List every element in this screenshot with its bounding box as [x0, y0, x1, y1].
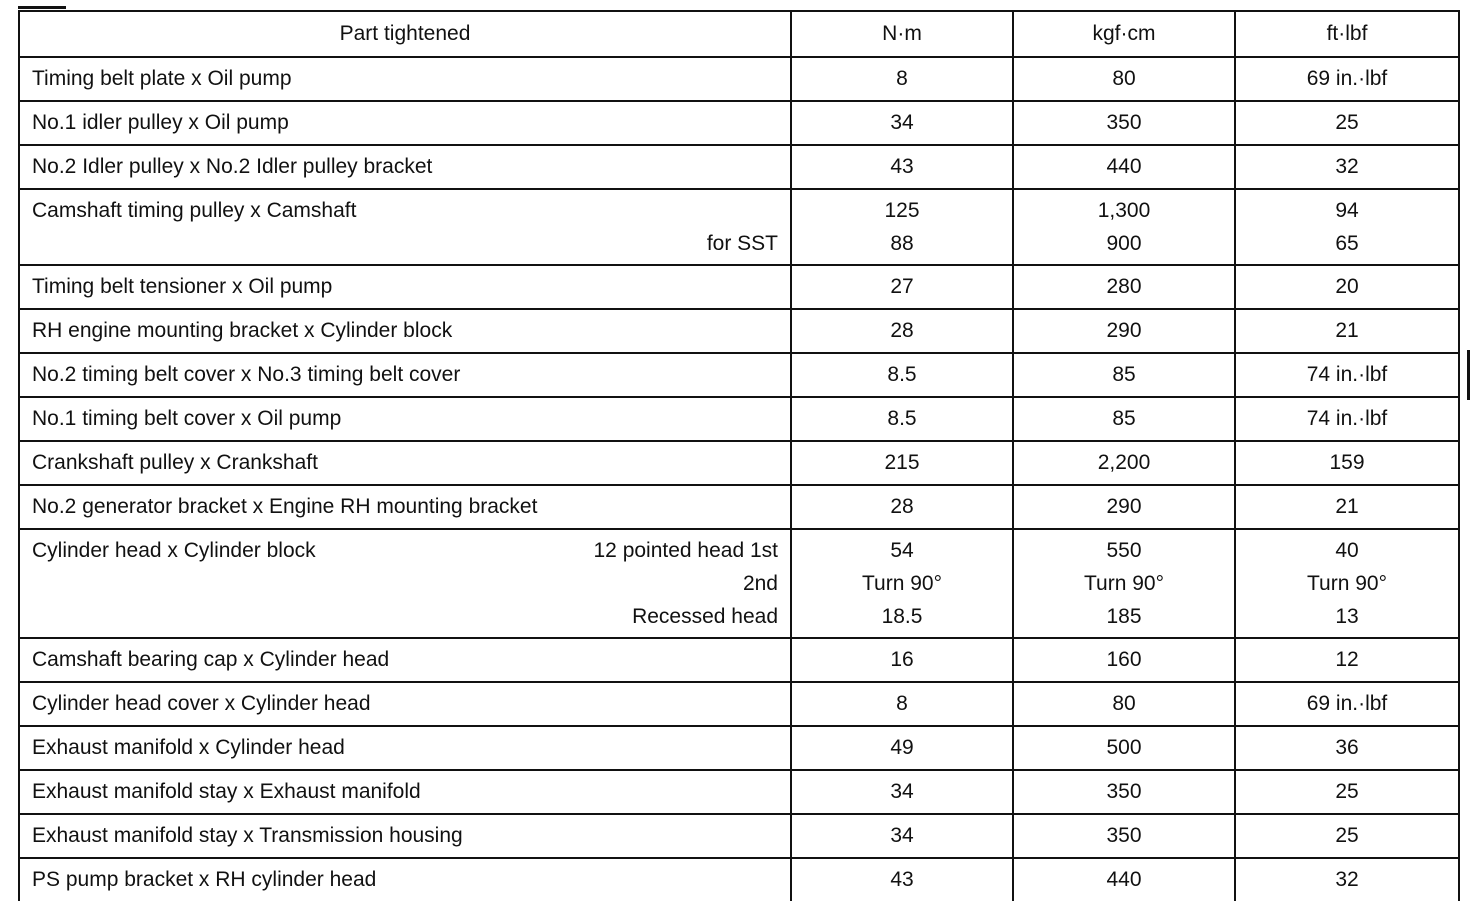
part-cell: Exhaust manifold x Cylinder head — [19, 726, 791, 770]
part-cell: Exhaust manifold stay x Exhaust manifold — [19, 770, 791, 814]
nm-value: 88 — [890, 232, 914, 255]
table-row — [19, 682, 1459, 726]
page-edge-mark — [18, 6, 66, 9]
table-row — [19, 57, 1459, 101]
ftlbf-cell: 21 — [1235, 485, 1459, 529]
ftlbf-value: 65 — [1335, 232, 1359, 255]
kgf-value: 550 — [1106, 539, 1142, 562]
table-header-row — [19, 11, 1459, 57]
table-row — [19, 265, 1459, 309]
part-label-line — [32, 534, 778, 567]
table-row — [19, 441, 1459, 485]
part-cell: No.2 timing belt cover x No.3 timing belt cover — [19, 353, 791, 397]
kgf-cell: 350 — [1013, 101, 1235, 145]
kgf-cell: 80 — [1013, 57, 1235, 101]
part-label: Camshaft timing pulley x Camshaft — [32, 199, 357, 222]
part-cell — [19, 529, 791, 638]
table-row — [19, 529, 1459, 638]
ftlbf-cell: 32 — [1235, 145, 1459, 189]
kgf-cell: 280 — [1013, 265, 1235, 309]
part-cell: No.1 idler pulley x Oil pump — [19, 101, 791, 145]
ftlbf-cell: 74 in.·lbf — [1235, 353, 1459, 397]
table-row — [19, 101, 1459, 145]
table-row — [19, 638, 1459, 682]
ftlbf-cell: 74 in.·lbf — [1235, 397, 1459, 441]
ftlbf-value: 40 — [1335, 539, 1359, 562]
nm-cell: 16 — [791, 638, 1013, 682]
kgf-cell: 290 — [1013, 309, 1235, 353]
nm-cell: 28 — [791, 485, 1013, 529]
ftlbf-cell: 25 — [1235, 101, 1459, 145]
part-sublabel: 2nd — [742, 572, 778, 595]
kgf-value: 900 — [1106, 232, 1142, 255]
nm-cell: 27 — [791, 265, 1013, 309]
table-row — [19, 485, 1459, 529]
ftlbf-cell — [1235, 189, 1459, 265]
kgf-cell: 160 — [1013, 638, 1235, 682]
header-nm: N·m — [791, 11, 1013, 57]
kgf-cell — [1013, 529, 1235, 638]
part-cell: RH engine mounting bracket x Cylinder block — [19, 309, 791, 353]
part-cell: Exhaust manifold stay x Transmission housing — [19, 814, 791, 858]
table-row — [19, 145, 1459, 189]
nm-cell: 49 — [791, 726, 1013, 770]
ftlbf-cell: 69 in.·lbf — [1235, 682, 1459, 726]
table-row — [19, 814, 1459, 858]
part-label: Cylinder head x Cylinder block — [32, 539, 316, 562]
ftlbf-cell: 32 — [1235, 858, 1459, 901]
kgf-cell: 290 — [1013, 485, 1235, 529]
kgf-cell: 500 — [1013, 726, 1235, 770]
part-cell: Timing belt tensioner x Oil pump — [19, 265, 791, 309]
nm-cell: 8.5 — [791, 397, 1013, 441]
header-kgf: kgf·cm — [1013, 11, 1235, 57]
part-cell: PS pump bracket x RH cylinder head — [19, 858, 791, 901]
table-row — [19, 726, 1459, 770]
part-cell: Crankshaft pulley x Crankshaft — [19, 441, 791, 485]
ftlbf-cell: 36 — [1235, 726, 1459, 770]
nm-cell: 34 — [791, 770, 1013, 814]
kgf-cell — [1013, 189, 1235, 265]
ftlbf-value: 13 — [1335, 605, 1359, 628]
kgf-cell: 80 — [1013, 682, 1235, 726]
kgf-cell: 85 — [1013, 397, 1235, 441]
nm-cell: 34 — [791, 101, 1013, 145]
table-row — [19, 397, 1459, 441]
nm-value: 18.5 — [881, 605, 923, 628]
kgf-cell: 440 — [1013, 145, 1235, 189]
part-cell: No.1 timing belt cover x Oil pump — [19, 397, 791, 441]
table-row — [19, 770, 1459, 814]
part-sublabel: 12 pointed head 1st — [593, 539, 778, 562]
part-cell: No.2 generator bracket x Engine RH mounting bracket — [19, 485, 791, 529]
table-row — [19, 189, 1459, 265]
ftlbf-cell: 20 — [1235, 265, 1459, 309]
page-side-mark — [1467, 350, 1470, 400]
part-sublabel: for SST — [706, 232, 778, 255]
ftlbf-cell: 25 — [1235, 814, 1459, 858]
kgf-value: 185 — [1106, 605, 1142, 628]
ftlbf-cell: 69 in.·lbf — [1235, 57, 1459, 101]
part-cell — [19, 189, 791, 265]
nm-cell: 215 — [791, 441, 1013, 485]
kgf-cell: 85 — [1013, 353, 1235, 397]
kgf-cell: 440 — [1013, 858, 1235, 901]
kgf-cell: 350 — [1013, 814, 1235, 858]
part-cell: No.2 Idler pulley x No.2 Idler pulley bracket — [19, 145, 791, 189]
part-cell: Cylinder head cover x Cylinder head — [19, 682, 791, 726]
ftlbf-cell: 25 — [1235, 770, 1459, 814]
table-row — [19, 353, 1459, 397]
nm-cell: 43 — [791, 145, 1013, 189]
ftlbf-cell: 159 — [1235, 441, 1459, 485]
nm-cell: 8 — [791, 682, 1013, 726]
nm-cell: 8.5 — [791, 353, 1013, 397]
nm-value: Turn 90° — [862, 572, 942, 595]
header-ftlbf: ft·lbf — [1235, 11, 1459, 57]
nm-cell: 8 — [791, 57, 1013, 101]
torque-spec-table — [18, 10, 1460, 901]
nm-cell: 34 — [791, 814, 1013, 858]
part-cell: Camshaft bearing cap x Cylinder head — [19, 638, 791, 682]
nm-cell — [791, 189, 1013, 265]
kgf-cell: 350 — [1013, 770, 1235, 814]
ftlbf-cell — [1235, 529, 1459, 638]
table-row — [19, 309, 1459, 353]
ftlbf-cell: 21 — [1235, 309, 1459, 353]
table-row — [19, 858, 1459, 901]
nm-cell: 43 — [791, 858, 1013, 901]
nm-value: 125 — [884, 199, 920, 222]
kgf-cell: 2,200 — [1013, 441, 1235, 485]
header-part: Part tightened — [19, 11, 791, 57]
part-sublabel: Recessed head — [632, 605, 778, 628]
ftlbf-value: Turn 90° — [1307, 572, 1387, 595]
kgf-value: 1,300 — [1097, 199, 1151, 222]
nm-cell: 28 — [791, 309, 1013, 353]
nm-cell — [791, 529, 1013, 638]
ftlbf-cell: 12 — [1235, 638, 1459, 682]
kgf-value: Turn 90° — [1084, 572, 1164, 595]
part-cell: Timing belt plate x Oil pump — [19, 57, 791, 101]
ftlbf-value: 94 — [1335, 199, 1359, 222]
nm-value: 54 — [890, 539, 914, 562]
